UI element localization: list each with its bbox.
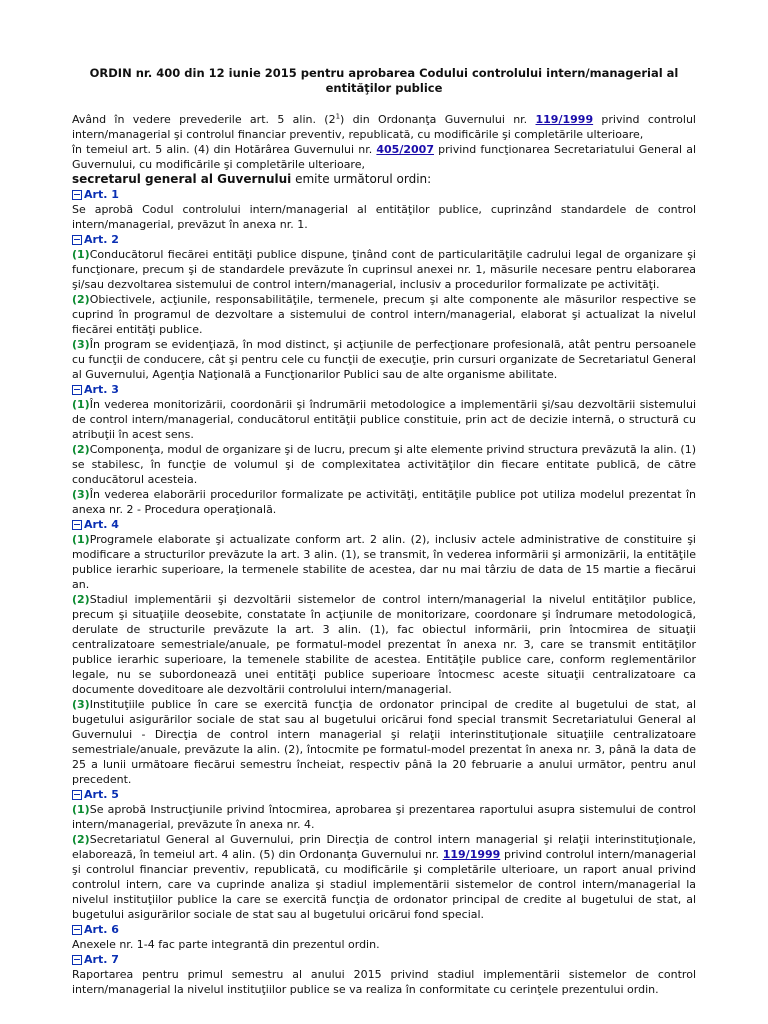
article-6-heading[interactable] xyxy=(72,922,696,937)
collapse-icon[interactable] xyxy=(72,955,82,965)
article-4-paragraph-1 xyxy=(72,532,696,592)
paragraph-number: (3) xyxy=(72,338,90,351)
article-3-heading[interactable] xyxy=(72,382,696,397)
paragraph-text: Obiectivele, acţiunile, responsabilităţile, termenele, precum şi alte componente ale măsurilor respective se cuprind în programul de dezvoltare a sistemului de control intern/managerial, elaborat şi actualizat la nivelul fiecărei entităţi publice. xyxy=(72,293,696,336)
article-label: Art. 4 xyxy=(84,518,119,531)
decision-405-2007-link[interactable]: 405/2007 xyxy=(376,143,434,156)
ordinance-119-1999-link[interactable]: 119/1999 xyxy=(535,113,594,126)
preamble-paragraph-3 xyxy=(72,172,696,187)
paragraph-text: În vederea monitorizării, coordonării şi îndrumării metodologice a implementării şi/sau dezvoltării sistemului de control intern/managerial, conducătorul entităţii publice constituie, prin act de decizie internă, o structură cu atribuţii în acest sens. xyxy=(72,398,696,441)
article-5-paragraph-1 xyxy=(72,802,696,832)
paragraph-text: Instituţiile publice în care se exercită funcţia de ordonator principal de credite al bugetului de stat, al bugetului asigurărilor sociale de stat sau al bugetului oricărui fond special transmit Secretariatului General al Guvernului - Direcţia de control intern managerial şi relaţii interinstituţionale situaţiile centralizatoare semestriale/anuale, prevăzute la alin. (2), întocmite pe formatul-model prezentat în anexa nr. 3, până la data de 25 a lunii următoare fiecărui semestru încheiat, respectiv până la 20 februarie a anului următor, pentru anul precedent. xyxy=(72,698,696,786)
article-label: Art. 5 xyxy=(84,788,119,801)
paragraph-number: (2) xyxy=(72,443,90,456)
article-label: Art. 6 xyxy=(84,923,119,936)
article-3-paragraph-3 xyxy=(72,487,696,517)
article-3-paragraph-1 xyxy=(72,397,696,442)
article-2-heading[interactable] xyxy=(72,232,696,247)
article-4-heading[interactable] xyxy=(72,517,696,532)
article-1-heading[interactable] xyxy=(72,187,696,202)
article-5-heading[interactable] xyxy=(72,787,696,802)
collapse-icon[interactable] xyxy=(72,790,82,800)
article-1-text: Se aprobă Codul controlului intern/managerial al entităţilor publice, cuprinzând standardele de control intern/managerial, prevăzut în anexa nr. 1. xyxy=(72,203,696,231)
paragraph-text: Secretariatul General al Guvernului, prin Direcţia de control intern managerial şi relaţii interinstituţionale, elaborează, în temeiul art. 4 alin. (5) din Ordonanţa Guvernului nr. xyxy=(72,833,696,861)
preamble-text: emite următorul ordin: xyxy=(291,172,432,186)
collapse-icon[interactable] xyxy=(72,190,82,200)
paragraph-number: (1) xyxy=(72,803,90,816)
preamble-text: privind funcţionarea Secretariatului General al Guvernului, cu modificările şi completările ulterioare, xyxy=(72,143,697,171)
article-7-text: Raportarea pentru primul semestru al anului 2015 privind stadiul implementării sistemelor de control intern/managerial la nivelul instituţiilor publice se va realiza în conformitate cu cerinţele prezentului ordin. xyxy=(72,968,696,996)
article-6-text: Anexele nr. 1-4 fac parte integrantă din prezentul ordin. xyxy=(72,938,380,951)
paragraph-number: (1) xyxy=(72,248,90,261)
preamble-text: ) din Ordonanţa Guvernului nr. xyxy=(340,113,536,126)
paragraph-number: (1) xyxy=(72,533,90,546)
preamble-text: în temeiul art. 5 alin. (4) din Hotărârea Guvernului nr. xyxy=(72,143,377,156)
issuer-bold: secretarul general al Guvernului xyxy=(72,172,292,186)
article-label: Art. 7 xyxy=(84,953,119,966)
article-2-paragraph-2 xyxy=(72,292,696,337)
paragraph-number: (1) xyxy=(72,398,90,411)
article-3-paragraph-2 xyxy=(72,442,696,487)
preamble-text: privind controlul intern/managerial şi controlul financiar preventiv, republicată, cu modificările şi completările ulterioare, xyxy=(72,113,696,141)
paragraph-number: (2) xyxy=(72,293,90,306)
article-7-heading[interactable] xyxy=(72,952,696,967)
ordinance-119-1999-link[interactable]: 119/1999 xyxy=(442,848,501,861)
preamble-text: Având în vedere prevederile art. 5 alin. (2 xyxy=(72,113,336,126)
paragraph-number: (3) xyxy=(72,488,90,501)
paragraph-text: Se aprobă Instrucţiunile privind întocmirea, aprobarea şi prezentarea raportului asupra sistemului de control intern/managerial, prevăzute în anexa nr. 4. xyxy=(72,803,696,831)
collapse-icon[interactable] xyxy=(72,235,82,245)
paragraph-text: În program se evidenţiază, în mod distinct, şi acţiunile de perfecţionare profesională, atât pentru persoanele cu funcţii de conducere, cât şi pentru cele cu funcţii de execuţie, prin cursuri organizate de Secretariatul General al Guvernului, Agenţia Naţională a Funcţionarilor Publici sau de alte organisme abilitate. xyxy=(72,338,696,381)
paragraph-text: Componenţa, modul de organizare şi de lucru, precum şi alte elemente privind structura prevăzută la alin. (1) se stabilesc, în funcţie de volumul şi de complexitatea activităţilor din fiecare entitate publică, de către conducătorul acesteia. xyxy=(72,443,696,486)
preamble-paragraph-1 xyxy=(72,112,696,142)
paragraph-number: (3) xyxy=(72,698,90,711)
article-label: Art. 3 xyxy=(84,383,119,396)
article-2-paragraph-1 xyxy=(72,247,696,292)
paragraph-text: În vederea elaborării procedurilor formalizate pe activităţi, entităţile publice pot utiliza modelul prezentat în anexa nr. 2 - Procedura operaţională. xyxy=(72,488,696,516)
collapse-icon[interactable] xyxy=(72,520,82,530)
collapse-icon[interactable] xyxy=(72,385,82,395)
article-5-paragraph-2 xyxy=(72,832,696,922)
collapse-icon[interactable] xyxy=(72,925,82,935)
paragraph-number: (2) xyxy=(72,833,90,846)
paragraph-text: Programele elaborate şi actualizate conform art. 2 alin. (2), inclusiv actele administrative de constituire şi modificare a structurilor prevăzute la art. 3 alin. (1), se transmit, în vederea informării şi armonizării, la entităţile publice ierarhic superioare, la termenele stabilite de acestea, dar nu mai târziu de data de 15 martie a fiecărui an. xyxy=(72,533,696,591)
paragraph-text: Stadiul implementării şi dezvoltării sistemelor de control intern/managerial la nivelul entităţilor publice, precum şi situaţiile deosebite, constatate în acţiunile de monitorizare, coordonare şi îndrumare metodologică, derulate de structurile prevăzute la art. 3 alin. (1), fac obiectul informării, prin întocmirea de situaţii centralizatoare semestriale/anuale, pe formatul-model prezentat în anexa nr. 3, care se transmit entităţilor publice ierarhic superioare, la temenele stabilite de acestea. Entităţile publice care, conform reglementărilor legale, nu se subordonează unei entităţi publice superioare întocmesc aceste situaţii centralizatoare ca documente doveditoare ale dezvoltării controlului intern/managerial. xyxy=(72,593,696,696)
preamble-paragraph-2 xyxy=(72,142,696,172)
article-2-paragraph-3 xyxy=(72,337,696,382)
order-title: ORDIN nr. 400 din 12 iunie 2015 pentru aprobarea Codului controlului intern/managerial al entităţilor publice xyxy=(89,66,679,95)
article-label: Art. 2 xyxy=(84,233,119,246)
article-4-paragraph-2 xyxy=(72,592,696,697)
paragraph-text: Conducătorul fiecărei entităţi publice dispune, ţinând cont de particularităţile cadrului legal de organizare şi funcţionare, precum şi de standardele prevăzute în cuprinsul anexei nr. 1, măsurile necesare pentru elaborarea şi/sau dezvoltarea sistemului de control intern/managerial, inclusiv a procedurilor formalizate pe activităţi. xyxy=(72,248,696,291)
paragraph-text: privind controlul intern/managerial şi controlul financiar preventiv, republicată, cu modificările şi completările ulterioare, un raport anual privind controlul intern, care va cuprinde analiza şi stadiul implementării sistemelor de control intern/managerial la nivelul instituţiilor publice la care se exercită funcţia de ordonator principal de credite al bugetului de stat, al bugetului asigurărilor sociale de stat sau al bugetului oricărui fond special. xyxy=(72,848,697,921)
article-4-paragraph-3 xyxy=(72,697,696,787)
paragraph-number: (2) xyxy=(72,593,90,606)
article-label: Art. 1 xyxy=(84,188,119,201)
superscript: 1 xyxy=(335,112,341,121)
